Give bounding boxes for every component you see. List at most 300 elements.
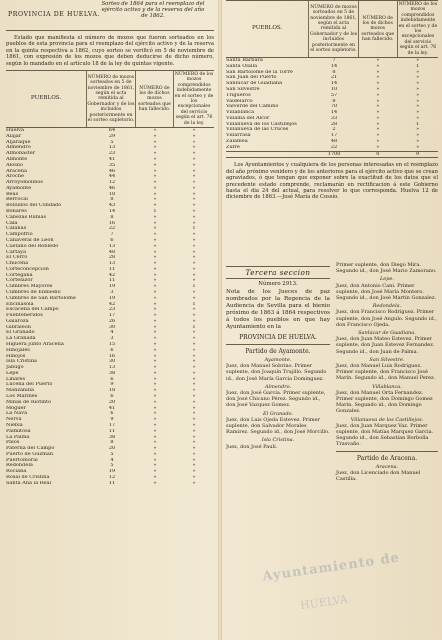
mozos-count: 35	[108, 162, 116, 168]
muertos-count: »	[153, 394, 157, 400]
mozos-count: 14	[108, 209, 116, 215]
mozos-count: 9	[110, 417, 114, 423]
muertos-count: »	[376, 110, 380, 116]
town-name: Gibraleon	[6, 324, 31, 330]
col-num-comprendidos: NÚMERO de los mozos comprendidos indebidamente en el sorteo y de los excepcionales del servicio según el art. 76 de la ley.	[398, 2, 438, 56]
muertos-count: »	[153, 289, 157, 295]
muertos-count: »	[153, 440, 157, 446]
muertos-count: »	[153, 133, 157, 139]
district-ayamonte: Partido de Ayamonte.	[245, 348, 311, 355]
comprendidos-count: »	[192, 469, 196, 475]
comprendidos-count: »	[416, 133, 420, 139]
mozos-count: 64	[108, 128, 116, 134]
mozos-count: 11	[108, 428, 116, 434]
town-name: Zufre	[226, 144, 240, 150]
town-name: Palos	[6, 440, 20, 446]
town-name: Villarrasa	[226, 133, 251, 139]
muertos-count: »	[153, 243, 157, 249]
mozos-count: 2	[332, 127, 336, 133]
comprendidos-count: »	[192, 261, 196, 267]
mozos-count: 41	[108, 405, 116, 411]
comprendidos-count: »	[192, 209, 196, 215]
comprendidos-count: »	[416, 115, 420, 121]
comprendidos-count: »	[192, 318, 196, 324]
mozos-count: 16	[108, 220, 116, 226]
col-num-mozos: NÚMERO de mozos sorteados en 5 de noviembre de 1861, según el acta remitida al Gobernador y de los incluidos posteriormente en el sorteo supletorio.	[87, 71, 136, 128]
mozos-count: 20	[108, 446, 116, 452]
judge-entry: Juez, don Juan Marquez Vaz. Primer suplente, don Matías Marquez Garcia. Segundo id., don Sebastian Borbolla Trasvaño.	[336, 422, 434, 448]
comprendidos-count: »	[192, 214, 196, 220]
town-name: Redondela	[6, 463, 33, 469]
section-title: Tercera seccion	[226, 266, 330, 279]
town-name: Bollullos del Condado	[6, 203, 62, 209]
muertos-count: »	[153, 301, 157, 307]
comprendidos-count: »	[192, 157, 196, 162]
judge-town: Lepe.	[379, 276, 395, 283]
mozos-count: 26	[108, 318, 116, 324]
muertos-count: »	[153, 232, 157, 238]
town-name: Hinojos	[6, 353, 26, 359]
muertos-count: »	[153, 446, 157, 452]
mozos-count: 29	[108, 133, 116, 139]
mozos-count: 3	[110, 289, 114, 295]
muertos-count: »	[153, 197, 157, 203]
town-name: Villalba del Alcor	[226, 115, 270, 121]
comprendidos-count: »	[192, 191, 196, 197]
mozos-count: 33	[330, 115, 338, 121]
town-name: Jabugo	[6, 365, 24, 371]
muertos-count: »	[376, 63, 380, 69]
comprendidos-count: »	[192, 145, 196, 151]
comprendidos-count: »	[416, 139, 420, 144]
comprendidos-count: »	[192, 399, 196, 405]
total-mozos: 1700	[327, 151, 341, 157]
mozos-count: 48	[330, 139, 338, 144]
left-table-header	[6, 71, 214, 128]
comprendidos-count: »	[416, 75, 420, 81]
town-name: Fuenteheridos	[6, 313, 43, 319]
comprendidos-count: »	[192, 428, 196, 434]
town-name: Santa Ana la Real	[6, 480, 52, 486]
comprendidos-count: »	[192, 417, 196, 423]
judge-entry: Juez, don Juan Mateo Estevez. Primer suplente, don Juan Estevez Fernandez. Segundo id., don Juan de Palma.	[336, 336, 435, 355]
right-table-body	[226, 58, 438, 151]
muertos-count: »	[153, 295, 157, 301]
town-name: Cala	[6, 220, 18, 226]
col-pueblos: PUEBLOS.	[6, 71, 87, 128]
comprendidos-count: »	[192, 133, 196, 139]
muertos-count: »	[153, 399, 157, 405]
muertos-count: »	[153, 220, 157, 226]
comprendidos-count: »	[192, 336, 196, 342]
muertos-count: »	[153, 145, 157, 151]
muertos-count: »	[153, 157, 157, 162]
town-name: Moguer	[6, 405, 26, 411]
town-name: Palmitosa	[6, 428, 31, 434]
judge-town: San Silvestre.	[369, 356, 405, 363]
right-table	[226, 0, 438, 58]
town-name: Encinasola	[6, 301, 34, 307]
judge-entry: Juez, don Manuel Luis Rodriguez. Primer suplente, don Francisco José Marín. Segundo id., don Manuel Perez.	[336, 363, 436, 382]
mozos-count: 23	[108, 307, 116, 313]
comprendidos-count: »	[192, 255, 196, 261]
mozos-count: 4	[110, 457, 114, 463]
town-name: Aroche	[6, 174, 24, 180]
col-num-comprendidos: NÚMERO de los mozos comprendidos indebidamente en el sorteo y de los excepcionales del servicio según el art. 76 de la ley.	[174, 72, 214, 126]
muertos-count: »	[376, 144, 380, 150]
number-line: Número 2913.	[258, 281, 298, 287]
comprendidos-count: »	[192, 203, 196, 209]
comprendidos-count: »	[192, 394, 196, 400]
mozos-count: 17	[108, 422, 116, 428]
comprendidos-count: »	[192, 451, 196, 457]
town-name: Chucena	[6, 261, 29, 267]
judge-entry: Juez, don Manuel Sobrino. Primer suplente, don Joaquín Trujillo. Segundo id., don José María Garcia Dominguez.	[226, 363, 327, 382]
town-name: Isla Cristina	[6, 359, 37, 365]
mozos-count: 8	[110, 440, 114, 446]
col-num-muertos: NÚMERO de los de dichos mozos sorteados que han fallecido.	[135, 71, 173, 128]
mozos-count: 8	[110, 214, 114, 220]
aracena-town: Aracena.	[375, 463, 399, 470]
judge-town: El Granado.	[262, 410, 294, 417]
town-name: Alajar	[6, 133, 22, 139]
muertos-count: »	[153, 313, 157, 319]
muertos-count: »	[153, 272, 157, 278]
mozos-count: 19	[108, 284, 116, 290]
mozos-count: 11	[108, 266, 116, 272]
mozos-count: 7	[332, 58, 336, 64]
comprendidos-count: »	[192, 440, 196, 446]
judge-town: Villablanca.	[372, 383, 402, 390]
comprendidos-count: »	[416, 98, 420, 104]
town-name: Cumbres Mayores	[6, 284, 53, 290]
muertos-count: »	[153, 168, 157, 174]
town-name: Villanueva de los Castillejos	[226, 121, 297, 127]
judge-town: Villanueva de los Castillejos.	[350, 416, 424, 423]
province-header: PROVINCIA DE HUELVA.	[8, 11, 101, 18]
comprendidos-count: »	[192, 272, 196, 278]
town-name: Cabezas Rubias	[6, 214, 47, 220]
mozos-count: 38	[108, 434, 116, 440]
muertos-count: »	[376, 98, 380, 104]
archive-watermark: Ayuntamiento de	[261, 550, 401, 585]
muertos-count: »	[153, 318, 157, 324]
muertos-count: »	[376, 69, 380, 75]
mozos-count: 11	[108, 278, 116, 284]
muertos-count: »	[153, 480, 157, 486]
mozos-count: 5	[110, 139, 114, 145]
mozos-count: 8	[332, 98, 336, 104]
town-name: Paterna del Campo	[6, 446, 55, 452]
comprendidos-count: »	[192, 463, 196, 469]
comprendidos-count: »	[192, 185, 196, 191]
muertos-count: »	[153, 266, 157, 272]
archive-watermark-2: HUELVA	[299, 592, 349, 613]
comprendidos-count: »	[192, 434, 196, 440]
mozos-count: 41	[108, 157, 116, 162]
comprendidos-count: »	[416, 69, 420, 75]
muertos-count: »	[153, 359, 157, 365]
town-name: Almonaster	[6, 151, 36, 157]
comprendidos-count: 1	[416, 63, 420, 69]
comprendidos-count: »	[192, 307, 196, 313]
mozos-count: 14	[330, 81, 338, 87]
mozos-count: 44	[108, 174, 116, 180]
notice-paragraph: Nota de los Jueces de paz nombrados por la Regencia de la Audiencia de Sevilla para el bienio próximo de 1863 á 1864 respectivos á todos los pueblos en que hay Ayuntamiento en la	[226, 289, 330, 330]
mozos-count: 7	[110, 232, 114, 238]
muertos-count: »	[153, 469, 157, 475]
muertos-count: 1	[153, 209, 157, 215]
town-name: Galaroza	[6, 318, 29, 324]
comprendidos-count: »	[192, 180, 196, 186]
comprendidos-count: »	[192, 342, 196, 347]
muertos-count: »	[153, 128, 157, 134]
comprendidos-count: »	[416, 92, 420, 98]
second-entries	[336, 262, 438, 448]
mozos-count: 46	[108, 168, 116, 174]
muertos-count: »	[153, 278, 157, 284]
mozos-count: 42	[108, 301, 116, 307]
muertos-count: »	[153, 347, 157, 353]
muertos-count: »	[376, 58, 380, 64]
comprendidos-count: »	[192, 382, 196, 388]
mozos-count: 10	[330, 86, 338, 92]
comprendidos-count: »	[192, 353, 196, 359]
town-name: Beas	[6, 191, 19, 197]
mozos-count: 6	[110, 237, 114, 243]
mozos-count: 30	[108, 324, 116, 330]
muertos-count: »	[376, 121, 380, 127]
comprendidos-count: »	[416, 104, 420, 110]
mozos-count: 17	[108, 313, 116, 319]
town-name: Santa Olalla	[226, 63, 258, 69]
muertos-count: »	[153, 307, 157, 313]
town-name: Nerva	[6, 417, 22, 423]
mozos-count: 19	[108, 469, 116, 475]
muertos-count: »	[153, 151, 157, 157]
muertos-count: »	[153, 174, 157, 180]
town-name: Cumbres de Enmedio	[6, 289, 61, 295]
muertos-count: »	[376, 139, 380, 144]
comprendidos-count: 1	[192, 324, 196, 330]
comprendidos-count: »	[192, 388, 196, 394]
muertos-count: »	[153, 214, 157, 220]
town-name: Cartaya	[6, 249, 26, 255]
comprendidos-count: »	[192, 370, 196, 376]
comprendidos-count: »	[192, 174, 196, 180]
mozos-count: 43	[108, 203, 116, 209]
left-table-body	[6, 128, 214, 486]
town-name: Aracena	[6, 168, 27, 174]
muertos-count: »	[153, 191, 157, 197]
muertos-count: »	[153, 365, 157, 371]
comprendidos-count: »	[416, 110, 420, 116]
town-name: Cumbres de San Bartolomé	[6, 295, 76, 301]
town-name: Higuera junto Aracena	[6, 342, 64, 347]
left-header	[6, 0, 214, 31]
judges-column-2	[336, 262, 438, 482]
comprendidos-count: »	[192, 139, 196, 145]
judge-entry: Primer suplente, don Diego Mira. Segundo id., don José Mario Zamorano.	[336, 262, 437, 275]
muertos-count: »	[376, 75, 380, 81]
town-name: La Palma	[6, 434, 30, 440]
muertos-count: »	[153, 353, 157, 359]
right-column	[226, 0, 438, 640]
town-name: Niebla	[6, 422, 23, 428]
divider	[226, 344, 330, 345]
town-name: Lucena del Puerto	[6, 382, 53, 388]
mozos-count: 6	[110, 376, 114, 382]
town-name: El Cerro	[6, 255, 28, 261]
town-name: Santa Barbara	[226, 58, 263, 64]
muertos-count: »	[153, 185, 157, 191]
page-fold	[218, 0, 222, 640]
judge-town: Almendro.	[264, 383, 292, 390]
col-num-mozos: NÚMERO de mozos sorteados en 5 de noviembre de 1861, según el acta remitida al Gobernador y de los incluidos posteriormente en el sorteo supletorio.	[309, 1, 358, 58]
muertos-count: »	[153, 237, 157, 243]
comprendidos-count: »	[192, 480, 196, 486]
muertos-count: »	[376, 127, 380, 133]
divider	[336, 451, 438, 452]
town-name: La Granada	[6, 336, 36, 342]
district-aracena: Partido de Aracena.	[356, 454, 418, 462]
comprendidos-count: »	[416, 144, 420, 150]
town-name: Cortegana	[6, 272, 33, 278]
comprendidos-count: »	[192, 446, 196, 452]
comprendidos-count: »	[192, 376, 196, 382]
mozos-count: 8	[332, 69, 336, 75]
muertos-count: »	[153, 474, 157, 480]
comprendidos-count: 1	[192, 301, 196, 307]
town-name: Linares	[6, 376, 26, 382]
muertos-count: »	[153, 451, 157, 457]
mozos-count: 18	[108, 191, 116, 197]
muertos-count: »	[153, 203, 157, 209]
comprendidos-count: »	[192, 197, 196, 203]
right-table-header	[226, 1, 438, 58]
comprendidos-count: »	[192, 162, 196, 168]
judge-entry: Juez, don Francisco Rodriguez. Primer suplente, don José Angulo. Segundo id., don Francisco Ojeda.	[336, 309, 437, 328]
judge-entry: Juez, don José Pauli.	[226, 443, 278, 450]
left-column	[6, 0, 214, 640]
mozos-count: 42	[108, 272, 116, 278]
town-name: Escacena del Campo	[6, 307, 59, 313]
town-name: Arroyomolinos	[6, 180, 43, 186]
mozos-count: 20	[108, 399, 116, 405]
mozos-count: 6	[110, 411, 114, 417]
comprendidos-count: »	[192, 422, 196, 428]
town-name: Cañaveral de Leon	[6, 237, 54, 243]
town-name: Valdelarco	[226, 98, 253, 104]
comprendidos-count: »	[192, 168, 196, 174]
town-name: Villanueva de las Cruces	[226, 127, 289, 133]
mozos-count: 16	[108, 353, 116, 359]
town-name: Villablanca	[226, 110, 255, 116]
comprendidos-count: »	[416, 58, 420, 64]
town-name: El Granado	[6, 330, 35, 336]
town-name: San Silvestre	[226, 86, 260, 92]
comprendidos-count: »	[192, 359, 196, 365]
town-name: Rociana	[6, 469, 27, 475]
town-name: La Nava	[6, 411, 28, 417]
comprendidos-count: »	[416, 81, 420, 87]
mozos-count: 9	[110, 382, 114, 388]
comprendidos-count: »	[192, 237, 196, 243]
comprendidos-count: 1	[192, 226, 196, 232]
judge-entry: Juez, don Luis Ojeda Estevez. Primer suplente, don Salvador Morales Ramirez. Segundo id., don José Morcillo.	[226, 416, 330, 436]
mozos-count: 21	[330, 75, 338, 81]
total-row	[226, 151, 438, 158]
muertos-count: »	[153, 428, 157, 434]
mozos-count: 15	[108, 342, 116, 347]
comprendidos-count: »	[192, 313, 196, 319]
muertos-count: »	[153, 376, 157, 382]
muertos-count: »	[153, 284, 157, 290]
comprendidos-count: »	[192, 151, 196, 157]
ayamonte-entries	[226, 357, 330, 450]
intro-paragraph: Estado que manifiesta el número de mozos que fueron sorteados en los pueblos de esta provincia para el reemplazo del ejército activo y de la reserva en la quinta respectiva a 1862, cuyo sorteo se verificó en 5 de noviembre de 1861, con expresión de los mozos que deben deducirse de dicho número, según lo mandado en el artículo 18 de la ley de quintas vigente.	[6, 35, 214, 67]
mozos-count: 22	[108, 226, 116, 232]
mozos-count: 14	[330, 110, 338, 116]
town-name: Berrocal	[6, 197, 28, 203]
town-name: Huelva	[6, 128, 24, 134]
mozos-count: 11	[108, 480, 116, 486]
mozos-count: 28	[108, 255, 116, 261]
muertos-count: »	[153, 388, 157, 394]
mozos-count: 48	[108, 249, 116, 255]
mozos-count: 17	[330, 133, 338, 139]
town-name: Ayamonte	[6, 185, 32, 191]
mozos-count: 5	[110, 451, 114, 457]
comprendidos-count: »	[192, 128, 196, 134]
left-table	[6, 70, 214, 128]
muertos-count: »	[153, 370, 157, 376]
mozos-count: 4	[110, 330, 114, 336]
province-title: PROVINCIA DE HUELVA.	[239, 334, 317, 341]
judge-town: Sanlúcar de Guadiana.	[358, 330, 416, 337]
muertos-count: »	[153, 330, 157, 336]
muertos-count: »	[153, 180, 157, 186]
muertos-count: »	[153, 226, 157, 232]
town-name: Puerto de Guzman	[6, 451, 54, 457]
town-name: Trigueros	[226, 92, 251, 98]
muertos-count: »	[376, 92, 380, 98]
town-name: Aljaraque	[6, 139, 31, 145]
mozos-count: 13	[108, 261, 116, 267]
judge-entry: Juez, don Antonio Cani. Primer suplente, don José María Montero. Segundo id., don José Martín Gonzalez.	[336, 282, 437, 302]
judge-entry: Juez, don Manuel Orta Fernandez. Primer suplente, don Domingo Gomez Marín. Segundo id., don Domingo Gonzalez.	[336, 389, 433, 415]
town-name: Rosal de Cristina	[6, 474, 50, 480]
judges-column-1	[226, 262, 330, 450]
muertos-count: »	[376, 86, 380, 92]
mozos-count: 5	[110, 463, 114, 469]
mozos-count: 14	[330, 63, 338, 69]
comprendidos-count: »	[192, 289, 196, 295]
town-name: Almonte	[6, 157, 28, 162]
mozos-count: 12	[108, 474, 116, 480]
muertos-count: »	[153, 249, 157, 255]
mozos-count: 23	[108, 151, 116, 157]
closing-paragraph: Los Ayuntamientos y cualquiera de los personas interesadas en el reemplazo del año próximo venidero y de los anteriores para el ejército activo que se crean agraviados, ó que tengan que exponer sobre la exactitud de los datos que el precedente estado comprende, reclamarán en rectificacion á este Gobierno hasta el dia 24 del actual, para resolver lo que corresponda. Huelva 12 de diciembre de 1863.—José María de Cossío.	[226, 162, 438, 201]
town-name: Minas de Riotinto	[6, 399, 52, 405]
muertos-count: »	[153, 342, 157, 347]
mozos-count: 28	[330, 121, 338, 127]
mozos-count: 6	[110, 347, 114, 353]
muertos-count: »	[376, 115, 380, 121]
judge-entry: Juez, don José García. Primer suplente, don José Chicano Pérez. Segundo id., don José Vazquez Gomez.	[226, 390, 326, 409]
muertos-count: »	[376, 81, 380, 87]
aracena-text: Juez, don Licenciado don Manuel Castilla.	[336, 469, 421, 483]
